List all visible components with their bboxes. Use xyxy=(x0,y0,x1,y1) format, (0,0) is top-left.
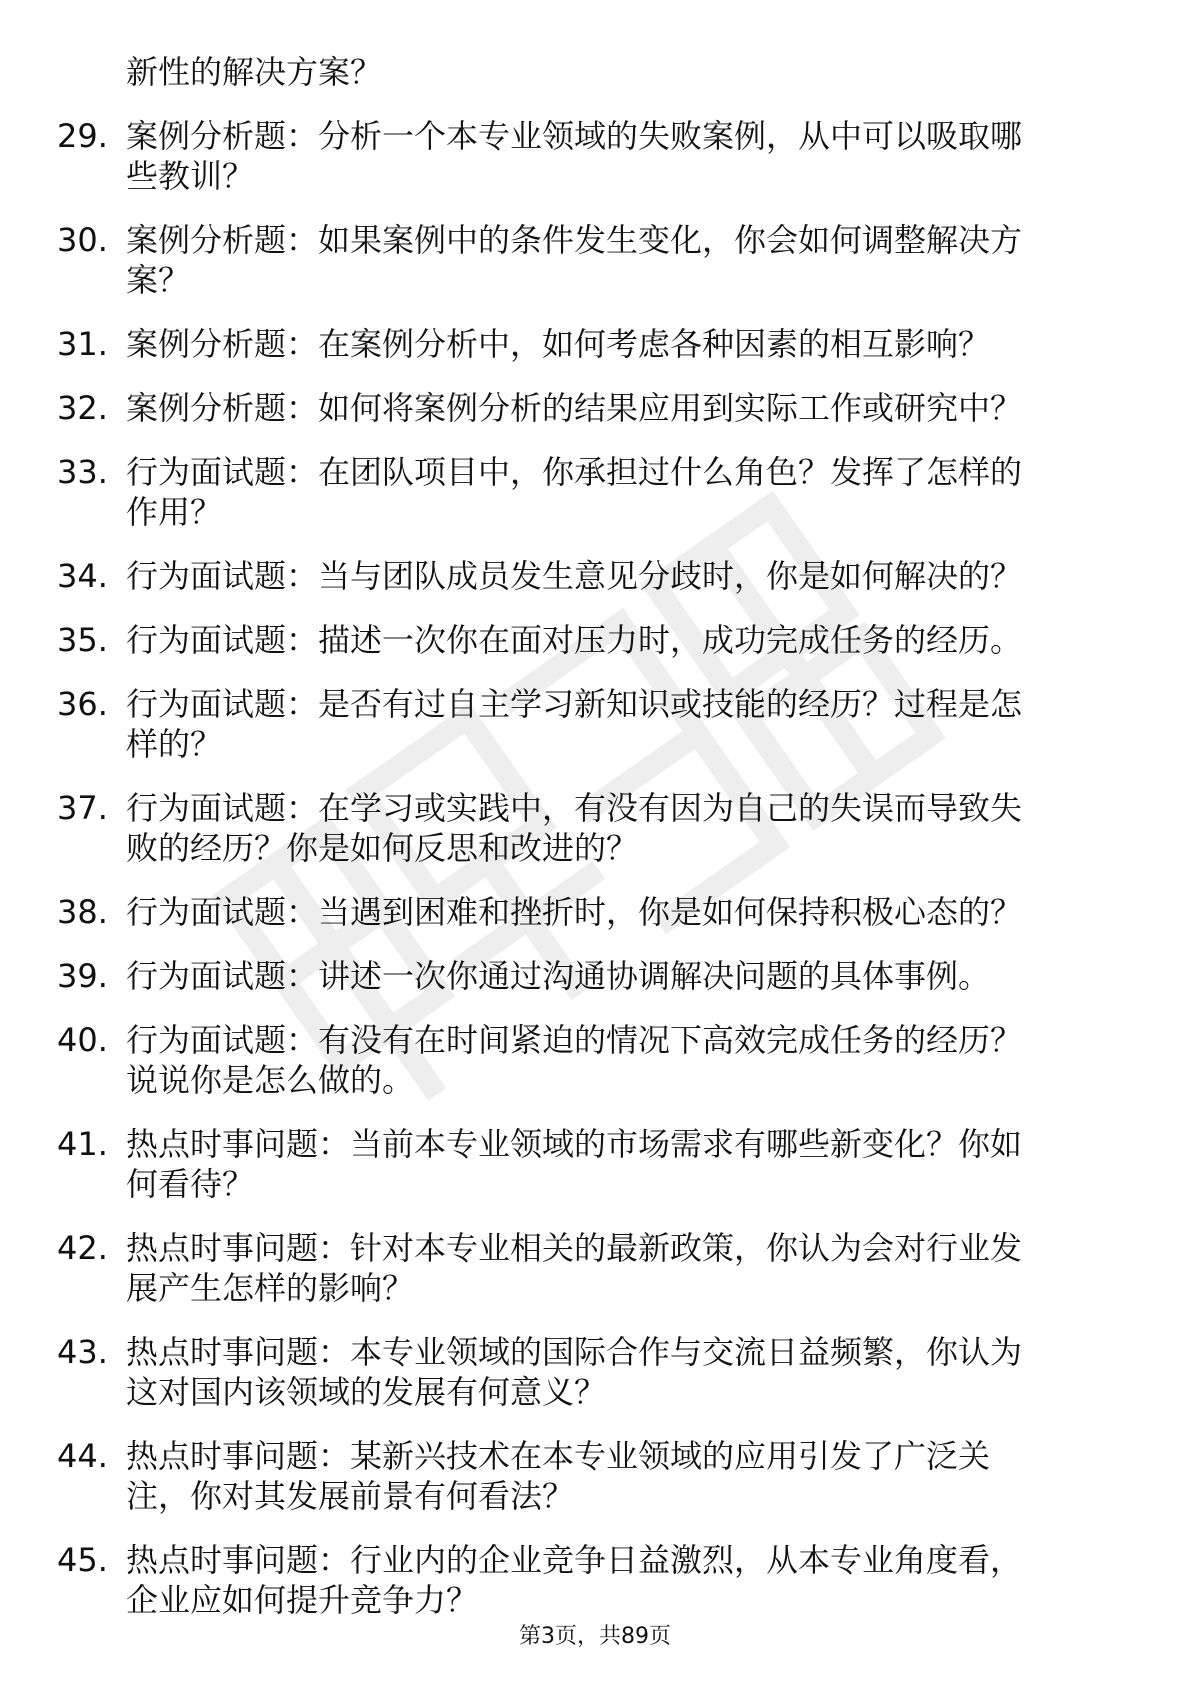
question-text-line: 展产生怎样的影响？ xyxy=(126,1269,415,1307)
question-text-line: 热点时事问题：针对本专业相关的最新政策，你认为会对行业发 xyxy=(126,1229,1023,1267)
question-text-line: 败的经历？你是如何反思和改进的？ xyxy=(126,829,639,867)
question-text-line: 行为面试题：讲述一次你通过沟通协调解决问题的具体事例。 xyxy=(126,957,991,995)
question-text xyxy=(126,1124,1117,1204)
question-item xyxy=(57,788,1117,868)
question-text xyxy=(126,892,1117,932)
question-item xyxy=(57,324,1117,364)
question-item xyxy=(57,1228,1117,1308)
question-text-line: 案？ xyxy=(126,261,191,299)
question-number: 34. xyxy=(57,557,108,595)
question-number: 35. xyxy=(57,621,108,659)
question-number: 40. xyxy=(57,1021,108,1059)
question-text-line: 案例分析题：如何将案例分析的结果应用到实际工作或研究中？ xyxy=(126,389,1023,427)
question-item xyxy=(57,220,1117,300)
question-text-line: 行为面试题：在学习或实践中，有没有因为自己的失误而导致失 xyxy=(126,789,1023,827)
question-text xyxy=(126,1436,1117,1516)
question-text xyxy=(126,1020,1117,1100)
question-text xyxy=(126,556,1117,596)
question-item xyxy=(57,388,1117,428)
question-number: 39. xyxy=(57,957,108,995)
question-number: 29. xyxy=(57,117,108,155)
question-text-line: 热点时事问题：某新兴技术在本专业领域的应用引发了广泛关 xyxy=(126,1437,991,1475)
question-text-line: 行为面试题：当与团队成员发生意见分歧时，你是如何解决的？ xyxy=(126,557,1023,595)
question-text-line: 案例分析题：分析一个本专业领域的失败案例，从中可以吸取哪 xyxy=(126,117,1023,155)
question-text xyxy=(126,1540,1117,1620)
question-item xyxy=(57,1436,1117,1516)
question-text-line: 热点时事问题：行业内的企业竞争日益激烈，从本专业角度看， xyxy=(126,1541,1023,1579)
question-text xyxy=(126,452,1117,532)
question-number: 32. xyxy=(57,389,108,427)
question-text-line: 注，你对其发展前景有何看法？ xyxy=(126,1477,575,1515)
question-number: 36. xyxy=(57,685,108,723)
question-text-line: 热点时事问题：当前本专业领域的市场需求有哪些新变化？你如 xyxy=(126,1125,1023,1163)
page-footer: 第3页，共89页 xyxy=(519,1624,671,1649)
question-text-line: 样的？ xyxy=(126,725,223,763)
question-number: 30. xyxy=(57,221,108,259)
question-item xyxy=(57,956,1117,996)
question-number: 45. xyxy=(57,1541,108,1579)
question-item xyxy=(57,452,1117,532)
question-item xyxy=(57,1124,1117,1204)
question-number: 37. xyxy=(57,789,108,827)
question-text-line: 作用？ xyxy=(126,493,223,531)
question-text-line: 行为面试题：描述一次你在面对压力时，成功完成任务的经历。 xyxy=(126,621,1023,659)
question-text-line: 些教训？ xyxy=(126,157,255,195)
question-text-line: 热点时事问题：本专业领域的国际合作与交流日益频繁，你认为 xyxy=(126,1333,1023,1371)
question-text xyxy=(126,956,1117,996)
question-list xyxy=(57,116,1117,1620)
question-text-line: 案例分析题：在案例分析中，如何考虑各种因素的相互影响？ xyxy=(126,325,991,363)
question-text-line: 企业应如何提升竞争力？ xyxy=(126,1581,479,1619)
question-text xyxy=(126,788,1117,868)
question-text xyxy=(126,620,1117,660)
question-number: 33. xyxy=(57,453,108,491)
question-number: 38. xyxy=(57,893,108,931)
question-item xyxy=(57,620,1117,660)
continuation-line: 新性的解决方案？ xyxy=(126,53,383,91)
question-text-line: 说说你是怎么做的。 xyxy=(126,1061,415,1099)
question-number: 31. xyxy=(57,325,108,363)
question-item xyxy=(57,116,1117,196)
question-text xyxy=(126,116,1117,196)
question-number: 43. xyxy=(57,1333,108,1371)
question-text xyxy=(126,1228,1117,1308)
question-item xyxy=(57,1540,1117,1620)
question-number: 42. xyxy=(57,1229,108,1267)
question-list-section xyxy=(57,52,1117,1620)
question-text xyxy=(126,388,1117,428)
question-number: 44. xyxy=(57,1437,108,1475)
question-text-line: 何看待？ xyxy=(126,1165,255,1203)
question-text-line: 行为面试题：当遇到困难和挫折时，你是如何保持积极心态的？ xyxy=(126,893,1023,931)
question-text xyxy=(126,684,1117,764)
question-item xyxy=(57,892,1117,932)
question-text xyxy=(126,324,1117,364)
question-text-line: 行为面试题：在团队项目中，你承担过什么角色？发挥了怎样的 xyxy=(126,453,1023,491)
question-item xyxy=(57,1020,1117,1100)
question-text-line: 行为面试题：有没有在时间紧迫的情况下高效完成任务的经历？ xyxy=(126,1021,1023,1059)
question-item xyxy=(57,556,1117,596)
question-item xyxy=(57,684,1117,764)
question-item xyxy=(57,1332,1117,1412)
question-text xyxy=(126,220,1117,300)
question-text-line: 这对国内该领域的发展有何意义？ xyxy=(126,1373,607,1411)
question-text-line: 案例分析题：如果案例中的条件发生变化，你会如何调整解决方 xyxy=(126,221,1023,259)
question-text xyxy=(126,1332,1117,1412)
question-number: 41. xyxy=(57,1125,108,1163)
question-text-line: 行为面试题：是否有过自主学习新知识或技能的经历？过程是怎 xyxy=(126,685,1023,723)
